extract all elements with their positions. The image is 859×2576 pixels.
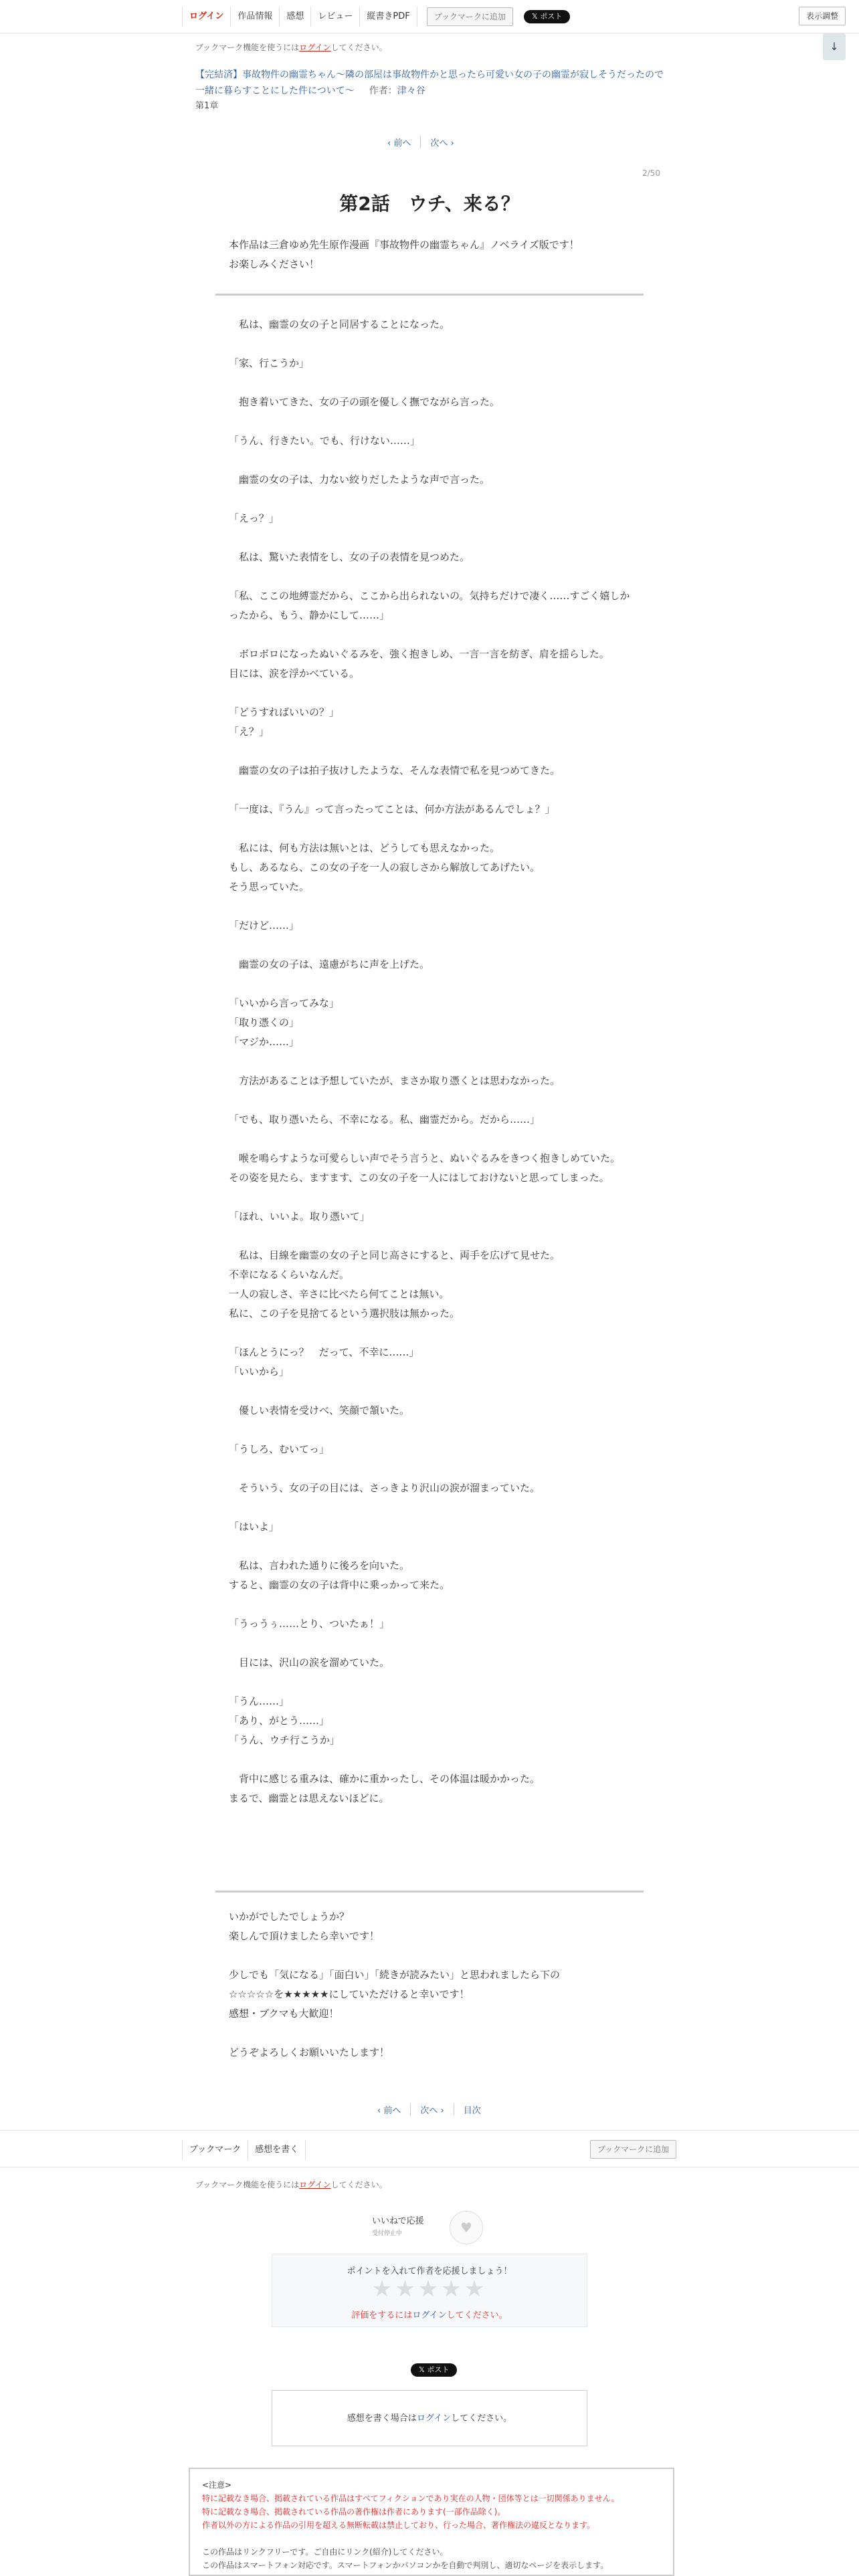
- text-line: 「あり、がとう……」: [229, 1715, 330, 1727]
- rating-need-text: 評価をするには: [351, 2311, 413, 2321]
- notice-text: ブックマーク機能を使うには: [195, 2180, 300, 2189]
- text-line: 「でも、取り憑いたら、不幸になる。私、幽霊だから。だから……」: [229, 1113, 541, 1125]
- text-line: [229, 451, 630, 470]
- vertical-pdf-link[interactable]: 縦書きPDF: [359, 7, 417, 27]
- notice-text: ブックマーク機能を使うには: [195, 43, 300, 52]
- text-line: [229, 1130, 630, 1149]
- review-text: 感想を書く場合は: [347, 2413, 417, 2424]
- text-line: 一人の寂しさ、辛さに比べたら何てことは無い。: [229, 1288, 450, 1300]
- author-label: 作者：: [369, 86, 397, 96]
- text-line: [229, 1946, 630, 1965]
- rating-box: [272, 2254, 587, 2327]
- impressions-link[interactable]: 感想: [279, 7, 310, 27]
- divider: [215, 294, 644, 296]
- text-line: [229, 1498, 630, 1517]
- text-line: ボロボロになったぬいぐるみを、強く抱きしめ、一言一言を紡ぎ、肩を揺らした。: [229, 648, 609, 660]
- story-body: [229, 315, 630, 1808]
- text-line: もし、あるなら、この女の子を一人の寂しさから解放してあげたい。: [229, 861, 541, 873]
- x-post-button-bottom[interactable]: 𝕏 ポスト: [411, 2363, 457, 2377]
- text-line: 「うん……」: [229, 1695, 290, 1707]
- text-line: 優しい表情を受けべ、笑顔で頷いた。: [229, 1404, 410, 1416]
- text-line: 「いいから言ってみな」: [229, 997, 340, 1009]
- write-review-link[interactable]: 感想を書く: [248, 2140, 306, 2160]
- rating-login-notice: [272, 2308, 587, 2321]
- preface: [229, 235, 630, 274]
- text-line: [229, 567, 630, 586]
- caution-head: <注意>: [202, 2480, 232, 2490]
- like-icon[interactable]: ♥: [450, 2211, 483, 2244]
- rating-label: ポイントを入れて作者を応援しましょう！: [347, 2266, 512, 2276]
- text-line: 私は、目線を幽霊の女の子と同じ高さにすると、両手を広げて見せた。: [229, 1249, 561, 1261]
- scroll-down-button[interactable]: ↓: [823, 33, 846, 60]
- rating-need-text-end: してください。: [446, 2311, 508, 2321]
- notice-login-link[interactable]: ログイン: [299, 43, 331, 52]
- work-info-link[interactable]: 作品情報: [230, 7, 279, 27]
- text-line: 「うん、行きたい。でも、行けない……」: [229, 435, 420, 447]
- text-line: [229, 1188, 630, 1207]
- text-line: [229, 897, 630, 916]
- text-line: 感想・ブクマも大歓迎！: [229, 2008, 339, 2020]
- review-login-box: [272, 2390, 587, 2446]
- next-link[interactable]: 次へ ›: [410, 2103, 453, 2116]
- text-line: 「え？」: [229, 726, 270, 738]
- next-link[interactable]: 次へ ›: [420, 136, 463, 148]
- text-line: [229, 1459, 630, 1479]
- text-line: [229, 528, 630, 548]
- text-line: 私は、驚いた表情をし、女の子の表情を見つめた。: [229, 551, 470, 563]
- prev-link[interactable]: ‹ 前へ: [387, 138, 411, 148]
- pager-bottom: [368, 2103, 490, 2116]
- text-line: 方法があることは予想していたが、まさか取り憑くとは思わなかった。: [229, 1075, 561, 1087]
- notice-text-end: してください。: [330, 2180, 387, 2189]
- rating-login-link[interactable]: ログイン: [412, 2311, 447, 2321]
- text-line: [229, 936, 630, 955]
- x-post-button[interactable]: 𝕏 ポスト: [524, 10, 570, 23]
- text-line: 「ほんとうにっ？ だって、不幸に……」: [229, 1346, 419, 1358]
- text-line: 「マジか……」: [229, 1036, 300, 1048]
- text-line: [229, 625, 630, 645]
- text-line: 目には、涙を浮かべている。: [229, 667, 360, 679]
- review-login-link[interactable]: ログイン: [416, 2413, 452, 2424]
- text-line: [229, 1537, 630, 1556]
- notice-text-end: してください。: [330, 43, 387, 52]
- add-bookmark-button[interactable]: ブックマークに追加: [427, 7, 513, 26]
- top-bar: [0, 0, 859, 33]
- caution-gray-line: この作品はスマートフォン対応です。スマートフォンかパソコンかを自動で判別し、適切なページを表示します。: [202, 2561, 609, 2570]
- text-line: 「だけど……」: [229, 920, 300, 932]
- top-nav: [182, 7, 570, 27]
- text-line: すると、幽霊の女の子は背中に乗っかって来た。: [229, 1579, 450, 1591]
- bookmark-login-notice: [195, 41, 670, 53]
- rating-stars-icon[interactable]: ★★★★★: [371, 2276, 488, 2302]
- text-line: 「家、行こうか」: [229, 357, 310, 369]
- text-line: [229, 1052, 630, 1071]
- text-line: [229, 412, 630, 431]
- bookmark-link[interactable]: ブックマーク: [182, 2140, 248, 2160]
- text-line: 抱き着いてきた、女の子の頭を優しく撫でながら言った。: [229, 396, 500, 408]
- login-link[interactable]: ログイン: [182, 7, 230, 27]
- text-line: [229, 1226, 630, 1246]
- text-line: [229, 742, 630, 761]
- series-title-link[interactable]: 【完結済】事故物件の幽霊ちゃん〜隣の部屋は事故物件かと思ったら可愛い女の子の幽霊が寂しそうだったので一緒に暮らすことにした件について〜: [195, 70, 664, 96]
- text-line: 私には、何も方法は無いとは、どうしても思えなかった。: [229, 842, 500, 854]
- text-line: [229, 490, 630, 509]
- like-status: 受付停止中: [372, 2230, 403, 2237]
- text-line: [229, 1750, 630, 1769]
- text-line: ☆☆☆☆☆を★★★★★にしていただけると幸いです！: [229, 1988, 470, 2000]
- text-line: そういう、女の子の目には、さっきより沢山の涙が溜まっていた。: [229, 1482, 541, 1494]
- text-line: いかがでしたでしょうか？: [229, 1911, 350, 1923]
- text-line: [229, 1673, 630, 1692]
- text-line: [229, 1595, 630, 1614]
- afterword: [229, 1907, 630, 2062]
- text-line: [229, 1091, 630, 1110]
- text-line: 喉を鳴らすような可愛らしい声でそう言うと、ぬいぐるみをきつく抱きしめていた。: [229, 1152, 621, 1164]
- pager-top: [378, 136, 464, 148]
- text-line: 「はいよ」: [229, 1521, 280, 1533]
- text-line: [229, 1382, 630, 1401]
- review-text-end: してください。: [451, 2413, 512, 2424]
- text-line: 「私、ここの地縛霊だから、ここから出られないの。気持ちだけで凄く……すごく嬉しかったから、もう、静かにして……」: [229, 590, 630, 621]
- text-line: どうぞよろしくお願いいたします！: [229, 2046, 390, 2058]
- text-line: 不幸になるくらいなんだ。: [229, 1269, 350, 1281]
- text-line: [229, 780, 630, 800]
- notice-login-link[interactable]: ログイン: [299, 2180, 331, 2189]
- preface-line: 本作品は三倉ゆめ先生原作漫画『事故物件の幽霊ちゃん』ノベライズ版です！: [229, 239, 579, 251]
- toc-link[interactable]: 目次: [454, 2103, 490, 2116]
- caution-gray-line: この作品はリンクフリーです。ご自由にリンク(紹介)してください。: [202, 2547, 448, 2557]
- add-bookmark-button-bottom[interactable]: ブックマークに追加: [590, 2140, 676, 2159]
- text-line: 背中に感じる重みは、確かに重かったし、その体温は暖かかった。: [229, 1773, 541, 1785]
- like-section: [372, 2211, 492, 2244]
- text-line: [229, 819, 630, 839]
- text-line: [229, 373, 630, 393]
- series-header: [195, 67, 670, 99]
- display-settings-button[interactable]: 表示調整: [799, 7, 846, 25]
- caution-red-line: 特に記載なき場合、掲載されている作品の著作権は作者にあります(一部作品除く)。: [202, 2507, 506, 2516]
- review-link[interactable]: レビュー: [310, 7, 359, 27]
- text-line: 私に、この子を見捨てるという選択肢は無かった。: [229, 1307, 460, 1319]
- text-line: 幽霊の女の子は、遠慮がちに声を上げた。: [229, 958, 430, 970]
- text-line: 幽霊の女の子は、力ない絞りだしたような声で言った。: [229, 473, 490, 486]
- text-line: [229, 974, 630, 994]
- text-line: [229, 334, 630, 354]
- text-line: 私は、幽霊の女の子と同居することになった。: [229, 318, 450, 330]
- preface-line: お楽しみください！: [229, 258, 320, 270]
- text-line: 目には、沢山の涙を溜めていた。: [229, 1656, 390, 1669]
- episode-title: 第2話 ウチ、来る？: [339, 193, 520, 215]
- text-line: 少しでも「気になる」「面白い」「続きが読みたい」と思われましたら下の: [229, 1969, 561, 1981]
- text-line: [229, 1323, 630, 1343]
- like-label: いいねで応援: [372, 2216, 424, 2226]
- text-line: [229, 1634, 630, 1653]
- text-line: 「どうすればいいの？」: [229, 706, 340, 718]
- caution-red-line: 特に記載なき場合、掲載されている作品はすべてフィクションであり実在の人物・団体等とは一切関係ありません。: [202, 2494, 619, 2503]
- text-line: 「取り憑くの」: [229, 1016, 300, 1029]
- text-line: 「えっ？」: [229, 512, 280, 524]
- text-line: 楽しんで頂けましたら幸いです！: [229, 1930, 380, 1942]
- bottom-nav: [182, 2140, 306, 2160]
- text-line: 「うしろ、むいてっ」: [229, 1443, 330, 1455]
- text-line: まるで、幽霊とは思えないほどに。: [229, 1792, 389, 1804]
- author-link[interactable]: 津々谷: [397, 86, 425, 96]
- text-line: 「ほれ、いいよ。取り憑いて」: [229, 1210, 370, 1222]
- page-number: 2/50: [642, 169, 660, 178]
- text-line: 私は、言われた通りに後ろを向いた。: [229, 1560, 410, 1572]
- text-line: 「一度は、『うん』って言ったってことは、何か方法があるんでしょ？」: [229, 803, 555, 815]
- caution-red-line: 作者以外の方による作品の引用を超える無断転載は禁止しており、行った場合、著作権法の違反となります。: [202, 2520, 595, 2530]
- prev-link[interactable]: ‹ 前へ: [377, 2106, 401, 2116]
- chapter-label: 第1章: [195, 101, 219, 111]
- caution-box: [189, 2468, 674, 2576]
- text-line: そう思っていた。: [229, 881, 310, 893]
- divider: [215, 1891, 644, 1893]
- text-line: 「うっうぅ……とり、ついたぁ！」: [229, 1618, 390, 1630]
- text-line: 「いいから」: [229, 1366, 290, 1378]
- text-line: [229, 1420, 630, 1440]
- text-line: その姿を見たら、ますます、この女の子を一人にはしておけないと思ってしまった。: [229, 1172, 609, 1184]
- text-line: 幽霊の女の子は拍子抜けしたような、そんな表情で私を見つめてきた。: [229, 764, 561, 776]
- text-line: [229, 683, 630, 703]
- bookmark-login-notice-bottom: [195, 2179, 387, 2190]
- section-divider: [0, 2130, 859, 2131]
- text-line: 「うん、ウチ行こうか」: [229, 1734, 340, 1746]
- text-line: [229, 2024, 630, 2043]
